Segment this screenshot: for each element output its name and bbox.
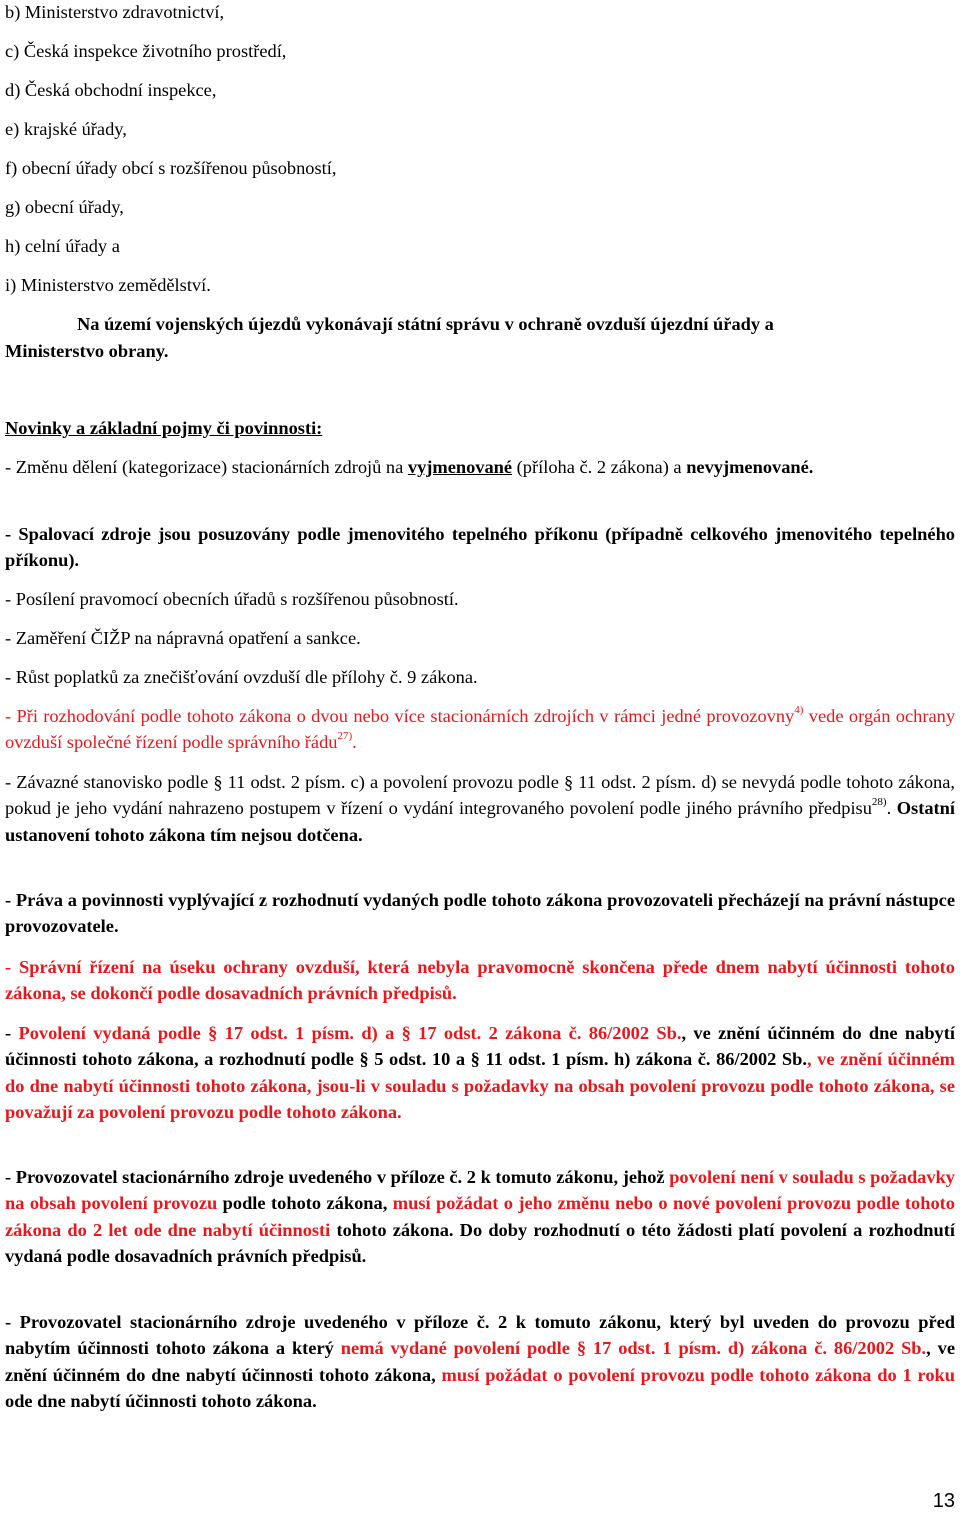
paragraph-legal-successors: - Práva a povinnosti vyplývající z rozhodnutí vydaných podle tohoto zákona provozovateli přecházejí na právní nástupce provozovatele.	[5, 890, 955, 937]
footnote-ref: 28)	[871, 796, 887, 809]
paragraph-operator-new-permit: - Provozovatel stacionárního zdroje uvedeného v příloze č. 2 k tomuto zákonu, který byl uveden do provozu před nabytím účinnosti tohoto zákona a který nemá vydané povolení podle § 17 odst. 1 písm. d) zákona č. 86/2002 Sb., ve znění účinném do dne nabytí účinnosti tohoto zákona, musí požádat o povolení provozu podle tohoto zákona do 1 roku ode dne nabytí účinnosti tohoto zákona.	[5, 1312, 956, 1412]
list-item: b) Ministerstvo zdravotnictví,	[5, 2, 225, 22]
footnote-ref: 4)	[794, 703, 804, 716]
paragraph-joint-proceedings: - Při rozhodování podle tohoto zákona o dvou nebo více stacionárních zdrojích v rámci jedné provozovny$^{4)}$ vede orgán ochrany ovzduší společné řízení podle správního řádu$^{27)}$.	[5, 703, 956, 753]
paragraph-fees: - Růst poplatků za znečišťování ovzduší dle přílohy č. 9 zákona.	[5, 667, 478, 687]
list-item: h) celní úřady a	[5, 236, 120, 256]
section-heading: Novinky a základní pojmy či povinnosti:	[5, 418, 323, 438]
paragraph-combustion-sources: - Spalovací zdroje jsou posuzovány podle jmenovitého tepelného příkonu (případně celkového jmenovitého tepelného příkonu).	[5, 524, 955, 571]
list-item: d) Česká obchodní inspekce,	[5, 80, 217, 100]
military-paragraph-line1: Na území vojenských újezdů vykonávají státní správu v ochraně ovzduší újezdní úřady a	[77, 314, 774, 334]
paragraph-municipal-powers: - Posílení pravomocí obecních úřadů s rozšířenou působností.	[5, 589, 459, 609]
paragraph-cizp-focus: - Zaměření ČIŽP na nápravná opatření a sankce.	[5, 628, 361, 648]
term-listed: vyjmenované	[407, 457, 513, 477]
list-item: f) obecní úřady obcí s rozšířenou působností,	[5, 158, 337, 178]
page-number: 13	[932, 1490, 955, 1512]
list-item: e) krajské úřady,	[5, 119, 127, 139]
list-item: g) obecní úřady,	[5, 197, 124, 217]
list-item: c) Česká inspekce životního prostředí,	[5, 41, 287, 61]
footnote-ref: 27)	[337, 730, 353, 743]
list-item: i) Ministerstvo zemědělství.	[5, 275, 211, 295]
term-unlisted: nevyjmenované.	[686, 457, 814, 477]
paragraph-binding-opinion: - Závazné stanovisko podle § 11 odst. 2 písm. c) a povolení provozu podle § 11 odst. 2 písm. d) se nevydá podle tohoto zákona, pokud je jeho vydání nahrazeno postupem v řízení o vydání integrovaného povolení podle jiného právního předpisu$^{28)}$. Ostatní ustanovení tohoto zákona tím nejsou dotčena.	[5, 772, 955, 845]
paragraph-operator-permit-change: - Provozovatel stacionárního zdroje uvedeného v příloze č. 2 k tomuto zákonu, jehož povolení není v souladu s požadavky na obsah povolení provozu podle tohoto zákona, musí požádat o jeho změnu nebo o nové povolení provozu podle tohoto zákona do 2 let ode dne nabytí účinnosti tohoto zákona. Do doby rozhodnutí o této žádosti platí povolení a rozhodnutí vydaná podle dosavadních právních předpisů.	[5, 1167, 955, 1267]
paragraph-pending-proceedings: - Správní řízení na úseku ochrany ovzduší, která nebyla pravomocně skončena přede dnem nabytí účinnosti tohoto zákona, se dokončí podle dosavadních právních předpisů.	[5, 957, 955, 1004]
paragraph-categorization: - Změnu dělení (kategorizace) stacionárních zdrojů na vyjmenované (příloha č. 2 zákona) a nevyjmenované.	[5, 457, 814, 477]
military-paragraph-line2: Ministerstvo obrany.	[5, 341, 169, 361]
paragraph-existing-permits: - Povolení vydaná podle § 17 odst. 1 písm. d) a § 17 odst. 2 zákona č. 86/2002 Sb., ve znění účinném do dne nabytí účinnosti tohoto zákona, a rozhodnutí podle § 5 odst. 10 a § 11 odst. 1 písm. h) zákona č. 86/2002 Sb., ve znění účinném do dne nabytí účinnosti tohoto zákona, jsou-li v souladu s požadavky na obsah povolení provozu podle tohoto zákona, se považují za povolení provozu podle tohoto zákona.	[5, 1023, 955, 1123]
